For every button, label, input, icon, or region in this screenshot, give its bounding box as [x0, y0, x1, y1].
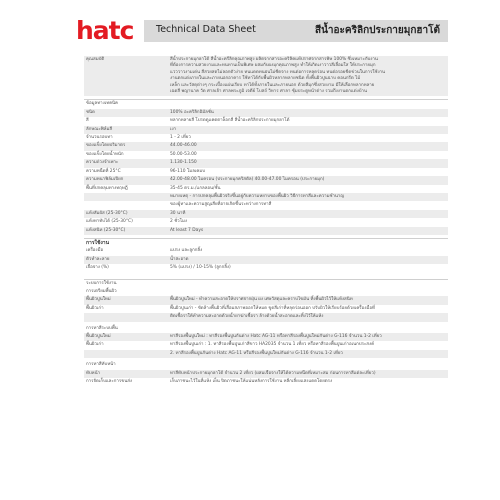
spec-value: 44.00-46.00 — [170, 143, 197, 149]
application-heading: การใช้งาน — [86, 239, 110, 246]
spec-label: พื้นที่ปกคลุมทางทฤษฎี — [86, 185, 128, 191]
spec-label: ลักษณะฟิล์มสี — [86, 126, 113, 132]
spec-value: 1.130-1.150 — [170, 160, 197, 166]
spec-value: 42.00-48.00 ไมครอน (ประกายมุกคริสตัล) 40.00-47.00 ไมครอน (ประกายมุก) — [170, 177, 325, 183]
spec-label: เครื่องมือ — [86, 248, 104, 254]
spec-value: แปรง และลูกกลิ้ง — [170, 248, 203, 254]
spec-value: 96-110 โมลเคมบ — [170, 168, 206, 174]
spec-value: หมายเหตุ - การปกคลุมพื้นผิวจริงขึ้นอยู่กับความหยาบของพื้นผิว วิธีการทาสีและความชำนาญ — [170, 193, 345, 199]
spec-value: ของผู้ทาและความสูญเสียที่อาจเกิดขึ้นระหว่างการทาสี — [170, 202, 272, 208]
topcoat-heading: การทาสีทับหน้า — [86, 362, 116, 368]
spec-row — [84, 134, 448, 142]
spec-row — [84, 159, 448, 167]
spec-value: 50.00-53.00 — [170, 151, 197, 157]
spec-row — [84, 185, 448, 193]
spec-row — [84, 296, 448, 304]
properties-text — [168, 56, 448, 96]
product-title: สีน้ำอะคริลิกประกายมุกฮาโต้ — [314, 25, 440, 36]
spec-label: ความหนาฟิล์มเปียก — [86, 177, 124, 183]
spec-value: 35-45 ตร.ม./แกลลอน/ชั้น — [170, 185, 221, 191]
spec-row — [84, 378, 448, 386]
spec-row — [84, 370, 448, 378]
spec-label — [84, 193, 168, 201]
data-sheet — [84, 56, 448, 386]
spec-value: 2 ชั่วโมง — [170, 219, 188, 225]
properties-line: ที่ต้องการความสวยงามและทนทานเป็นพิเศษ ผสมกับผงมุกคุณภาพสูง ทำให้เกิดเงาวาวสีเลื่อมใส ให้ประกายมุก — [170, 63, 376, 69]
spec-row — [84, 176, 448, 184]
spec-value: เงา — [170, 126, 177, 132]
spec-label: ของแข็งโดยน้ำหนัก — [86, 151, 124, 157]
paint-heading: การทาสีระบบพื้น — [86, 325, 118, 331]
title-band — [144, 20, 448, 42]
spec-label: พื้นผิวเก่า — [86, 342, 104, 348]
spec-label: ความถ่วงจำเพาะ — [86, 160, 119, 166]
spec-label: ของแข็งโดยปริมาตร — [86, 143, 126, 149]
prep-heading: การเตรียมพื้นผิว — [86, 288, 117, 294]
spec-value: น้ำสะอาด — [170, 256, 189, 262]
technical-rows — [84, 109, 448, 235]
spec-label: จำนวนรอบทา — [86, 135, 113, 141]
topcoat-heading-row — [84, 361, 448, 369]
spec-label: พื้นผิวเก่า — [86, 305, 104, 311]
spec-row — [84, 210, 448, 218]
spec-row — [84, 247, 448, 255]
spec-row — [84, 305, 448, 313]
spec-row — [84, 313, 448, 321]
spec-row — [84, 256, 448, 264]
spec-value: ทาสีรองพื้นปูนเก่า : 1. ทาสีรองพื้นปูนเก่าสีขาว HA2035 จำนวน 1 เที่ยว หรือทาสีรองพื้นปูนเก่าอเนกประสงค์ — [170, 342, 375, 348]
doc-type-title: Technical Data Sheet — [156, 24, 256, 35]
spec-value: 30 นาที — [170, 210, 186, 216]
hatc-logo: hatc — [76, 16, 134, 45]
spec-label: แห้งทาทับได้ (25-30°C) — [86, 219, 133, 225]
spec-label: พื้นผิวปูนใหม่ — [86, 297, 111, 303]
spec-label: การจัดเก็บและการขนส่ง — [86, 379, 133, 385]
spec-value: 1 - 2 เที่ยว — [170, 135, 191, 141]
properties-line: งานตกแต่งภายในและภายนอกอาคาร ใช้ทาได้กับพื้นผิวหลากหลายชนิด ทั้งพื้นผิวปูนฉาบ คอนกรีต ไม้ — [170, 76, 361, 82]
spec-value: At least 7 Days — [170, 227, 204, 233]
spec-row — [84, 227, 448, 235]
paint-heading-row — [84, 325, 448, 333]
topcoat-rows — [84, 370, 448, 387]
properties-line: สีน้ำประกายมุกฮาโต้ สีน้ำอะครีลิกคุณภาพสูง ผลิตจากสารอะคริลิคแท้ปราศจากสารพิษ 100% ซึ่งเหมาะกับงาน — [170, 57, 378, 62]
system-heading: ระบบการใช้งาน — [86, 280, 117, 286]
spec-label — [84, 313, 168, 321]
spec-value: 5% (แปรง) / 10-15% (ลูกกลิ้ง) — [170, 265, 231, 271]
spec-row — [84, 168, 448, 176]
spec-row — [84, 333, 448, 341]
prep-heading-row — [84, 288, 448, 296]
properties-line: เฉดสี พญานาค วัด ศาลเจ้า ศาลพระภูมิ เจดีย์ โบสถ์ วิหาร ศาลา ซุ้มประตูหน้าต่าง รวมถึงงานตกแต่งบ้าน — [170, 89, 367, 95]
spec-row — [84, 109, 448, 117]
technical-heading-row — [84, 99, 448, 108]
spec-value: หลากหลายสี โปรดดูแคตตาล็อกสี สีน้ำอะคริลิกประกายมุกฮาโต้ — [170, 118, 290, 124]
spec-label: สี — [86, 118, 89, 124]
spec-label: เจือจาง (%) — [86, 265, 109, 271]
spec-value: 100% อะคริลิกอิมัลชั่น — [170, 109, 214, 115]
spec-value: เก็บภาชนะไว้ในที่แห้ง เย็น ปิดภาชนะให้แน่นหลังการใช้งาน หลีกเลี่ยงแสงแดดโดยตรง — [170, 379, 333, 385]
application-rows — [84, 247, 448, 272]
page-header — [76, 17, 448, 45]
properties-label: คุณสมบัติ — [86, 57, 105, 62]
application-heading-row — [84, 238, 448, 247]
spec-row — [84, 151, 448, 159]
spec-label: แห้งสัมผัส (25-30°C) — [86, 210, 128, 216]
spec-label: ชนิด — [86, 109, 95, 115]
spec-value: ติดเชื้อราให้ทำความสะอาดด้วยน้ำยาฆ่าเชื้อรา ล้างด้วยน้ำสะอาดและทิ้งไว้ให้แห้ง — [170, 314, 324, 320]
spec-row — [84, 341, 448, 349]
spec-label: พื้นผิวปูนใหม่ — [86, 334, 111, 339]
spec-value: พื้นผิวปูนเก่า - ขัดล้างพื้นผิวที่เสื่อมสภาพออกให้หมด ขูดสีเก่าที่หลุดร่อนออก ปรับผิวให้เรียบร้อยด้วยเครื่องมือที่ — [170, 305, 375, 311]
spec-row — [84, 201, 448, 209]
system-heading-row — [84, 279, 448, 288]
spec-label: ความหนืดที่ 25°C — [86, 168, 121, 174]
spec-value: ทาสีทับหน้าประกายมุกฮาโต้ จำนวน 2 เที่ยว (ผสมเจือจางให้ได้ความหนืดที่เหมาะสม ก่อนการทาสีแต่ละเที่ยว) — [170, 370, 376, 376]
technical-heading: ข้อมูลทางเทคนิค — [86, 101, 118, 107]
properties-line: เหล็ก และวัสดุต่างๆ กระเบื้องแผ่นเรียบ ทาได้ทั้งภายในและภายนอก ด้วยสีมุกซึ่งสวยงาม มีให้เลือกหลากหลาย — [170, 82, 375, 88]
spec-row — [84, 264, 448, 272]
spec-label — [84, 201, 168, 209]
spec-label: ทับหน้า — [86, 370, 101, 376]
spec-row — [84, 126, 448, 134]
spec-value: ทาสีรองพื้นปูนใหม่ : ทาสีรองพื้นปูนกันด่าง Hatc AG-11 หรือทาสีรองพื้นปูนใหม่กันด่าง G-116 จำนวน 1-2 เที่ยว — [170, 334, 382, 339]
properties-line: แวววาวงามเด่น สีสวยสดไม่ลอกตัวง่าย ทนแดดทนฝนไม่ซีดจาง ทนต่อการหลุดร่อน ทนต่อรอยขีดข่วนในการใช้งาน — [170, 69, 386, 75]
properties-section — [84, 56, 448, 96]
spec-value: พื้นผิวปูนใหม่ - ทำความสะอาดให้ปราศจากฝุ่น ผง เศษวัสดุและคราบไขมัน ทิ้งพื้นผิวไว้ให้แห้งสนิท — [170, 297, 353, 303]
spec-row — [84, 193, 448, 201]
spec-row — [84, 142, 448, 150]
spec-label: ตัวทำละลาย — [86, 256, 110, 262]
spec-row — [84, 350, 448, 358]
spec-label — [84, 350, 168, 358]
spec-label: แห้งสนิท (25-30°C) — [86, 227, 126, 233]
prep-rows — [84, 296, 448, 321]
spec-value: 2. ทาสีรองพื้นปูนกันด่าง Hatc AG-11 หรือสีรองพื้นปูนใหม่กันด่าง G-116 จำนวน 1-2 เที่ยว — [170, 350, 343, 356]
spec-row — [84, 117, 448, 125]
spec-row — [84, 218, 448, 226]
paint-rows — [84, 333, 448, 358]
